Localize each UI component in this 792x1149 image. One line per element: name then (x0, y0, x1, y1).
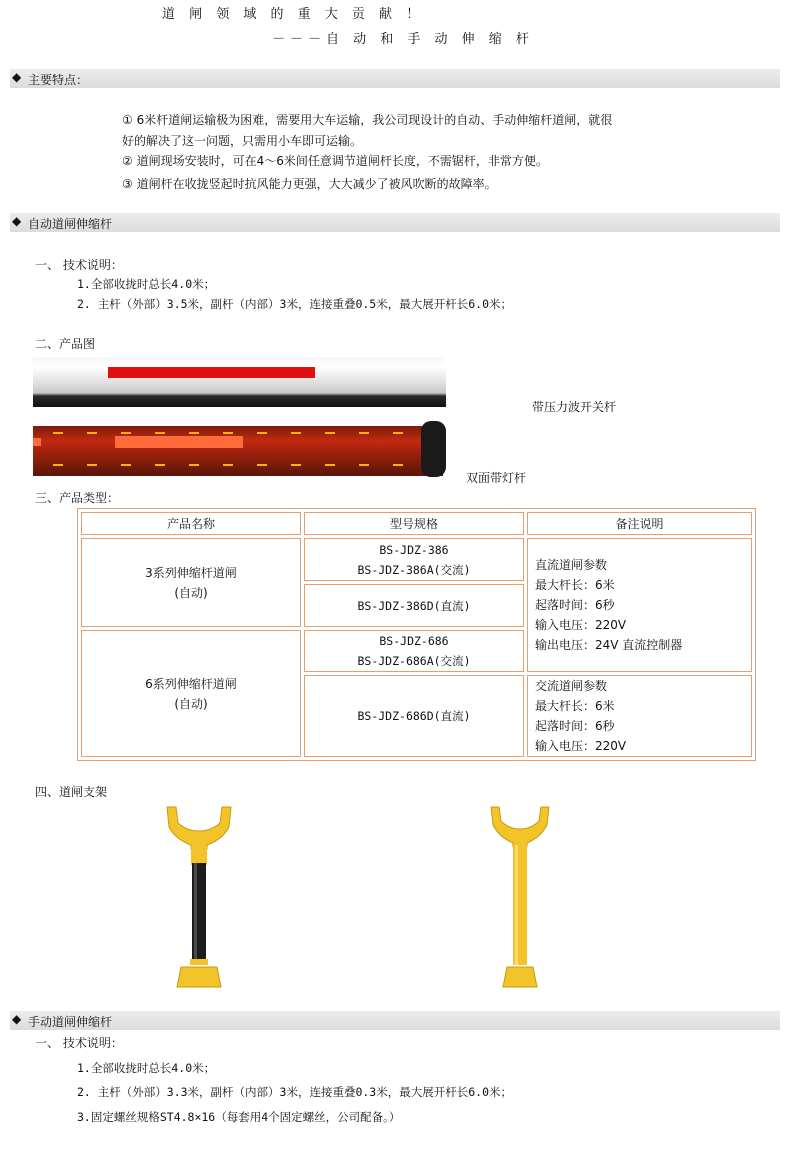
feature-item: 好的解决了这一问题，只需用小车即可运输。 (122, 134, 363, 148)
section-label: 自动道闸伸缩杆 (28, 217, 113, 231)
tech-heading: 一、 技术说明： (35, 258, 123, 272)
feature-item: ② 道闸现场安装时，可在4～6米间任意调节道闸杆长度，不需锯杆，非常方便。 (122, 154, 548, 168)
lamp-rod-image (33, 426, 443, 476)
rod-end-cap (421, 421, 446, 477)
rod-lamp-dots (53, 464, 443, 466)
section-label: 手动道闸伸缩杆 (28, 1015, 113, 1029)
section-bar-manual (10, 1011, 780, 1030)
section-bar-auto (10, 213, 780, 232)
tech-item: 2. 主杆（外部）3.5米，副杆（内部）3米，连接重叠0.5米，最大展开杆长6.0米； (77, 297, 513, 311)
table-cell-model: BS-JDZ-686 BS-JDZ-686A(交流) (304, 630, 524, 672)
caption-lamp-rod: 双面带灯杆 (466, 471, 527, 485)
page-subtitle: －－－自 动 和 手 动 伸 缩 杆 (272, 32, 534, 47)
bracket-image-yellow-pole (487, 805, 553, 989)
table-cell-model: BS-JDZ-686D(直流) (304, 675, 524, 757)
diamond-icon: ◆ (12, 70, 22, 84)
tech-item: 1.全部收拢时总长4.0米； (77, 1061, 216, 1075)
section-label: 主要特点： (28, 73, 89, 87)
table-cell-series6: 6系列伸缩杆道闸 (自动) (81, 630, 301, 757)
rod-stripe (115, 436, 243, 448)
bracket-image-black-pole (163, 805, 235, 989)
pressure-wave-rod-image (33, 357, 446, 407)
product-image-heading: 二、产品图 (35, 337, 96, 351)
rod-stripe (33, 438, 41, 446)
section-bar-features (10, 69, 780, 88)
rod-red-stripe (108, 367, 315, 378)
diamond-icon: ◆ (12, 1012, 22, 1026)
tech-item: 2. 主杆（外部）3.3米，副杆（内部）3米，连接重叠0.3米，最大展开杆长6.0米； (77, 1085, 513, 1099)
feature-item: ① 6米杆道闸运输极为困难，需要用大车运输，我公司现设计的自动、手动伸缩杆道闸，就很 (122, 113, 613, 127)
table-header-name: 产品名称 (81, 512, 301, 535)
tech-item: 3.固定螺丝规格ST4.8×16（每套用4个固定螺丝，公司配备。） (77, 1110, 401, 1124)
table-header-model: 型号规格 (304, 512, 524, 535)
table-header-notes: 备注说明 (527, 512, 752, 535)
tech-item: 1.全部收拢时总长4.0米； (77, 277, 216, 291)
caption-pressure-rod: 带压力波开关杆 (532, 400, 617, 414)
feature-item: ③ 道闸杆在收拢竖起时抗风能力更强，大大减少了被风吹断的故障率。 (122, 177, 497, 191)
product-type-heading: 三、产品类型： (35, 491, 120, 505)
table-cell-model: BS-JDZ-386 BS-JDZ-386A(交流) (304, 538, 524, 581)
tech-heading: 一、 技术说明： (35, 1036, 123, 1050)
product-type-table (77, 508, 756, 761)
table-cell-series3: 3系列伸缩杆道闸 (自动) (81, 538, 301, 627)
page-title: 道 闸 领 域 的 重 大 贡 献 ！ (162, 7, 425, 22)
diamond-icon: ◆ (12, 214, 22, 228)
bracket-heading: 四、道闸支架 (35, 785, 108, 799)
table-cell-dc-notes: 直流道闸参数 最大杆长：6米 起落时间：6秒 输入电压：220V 输出电压：24V 直流控制器 (527, 538, 752, 672)
rod-lamp-dots (53, 432, 443, 434)
table-cell-ac-notes: 交流道闸参数 最大杆长：6米 起落时间：6秒 输入电压：220V (527, 675, 752, 757)
table-cell-model: BS-JDZ-386D(直流) (304, 584, 524, 627)
